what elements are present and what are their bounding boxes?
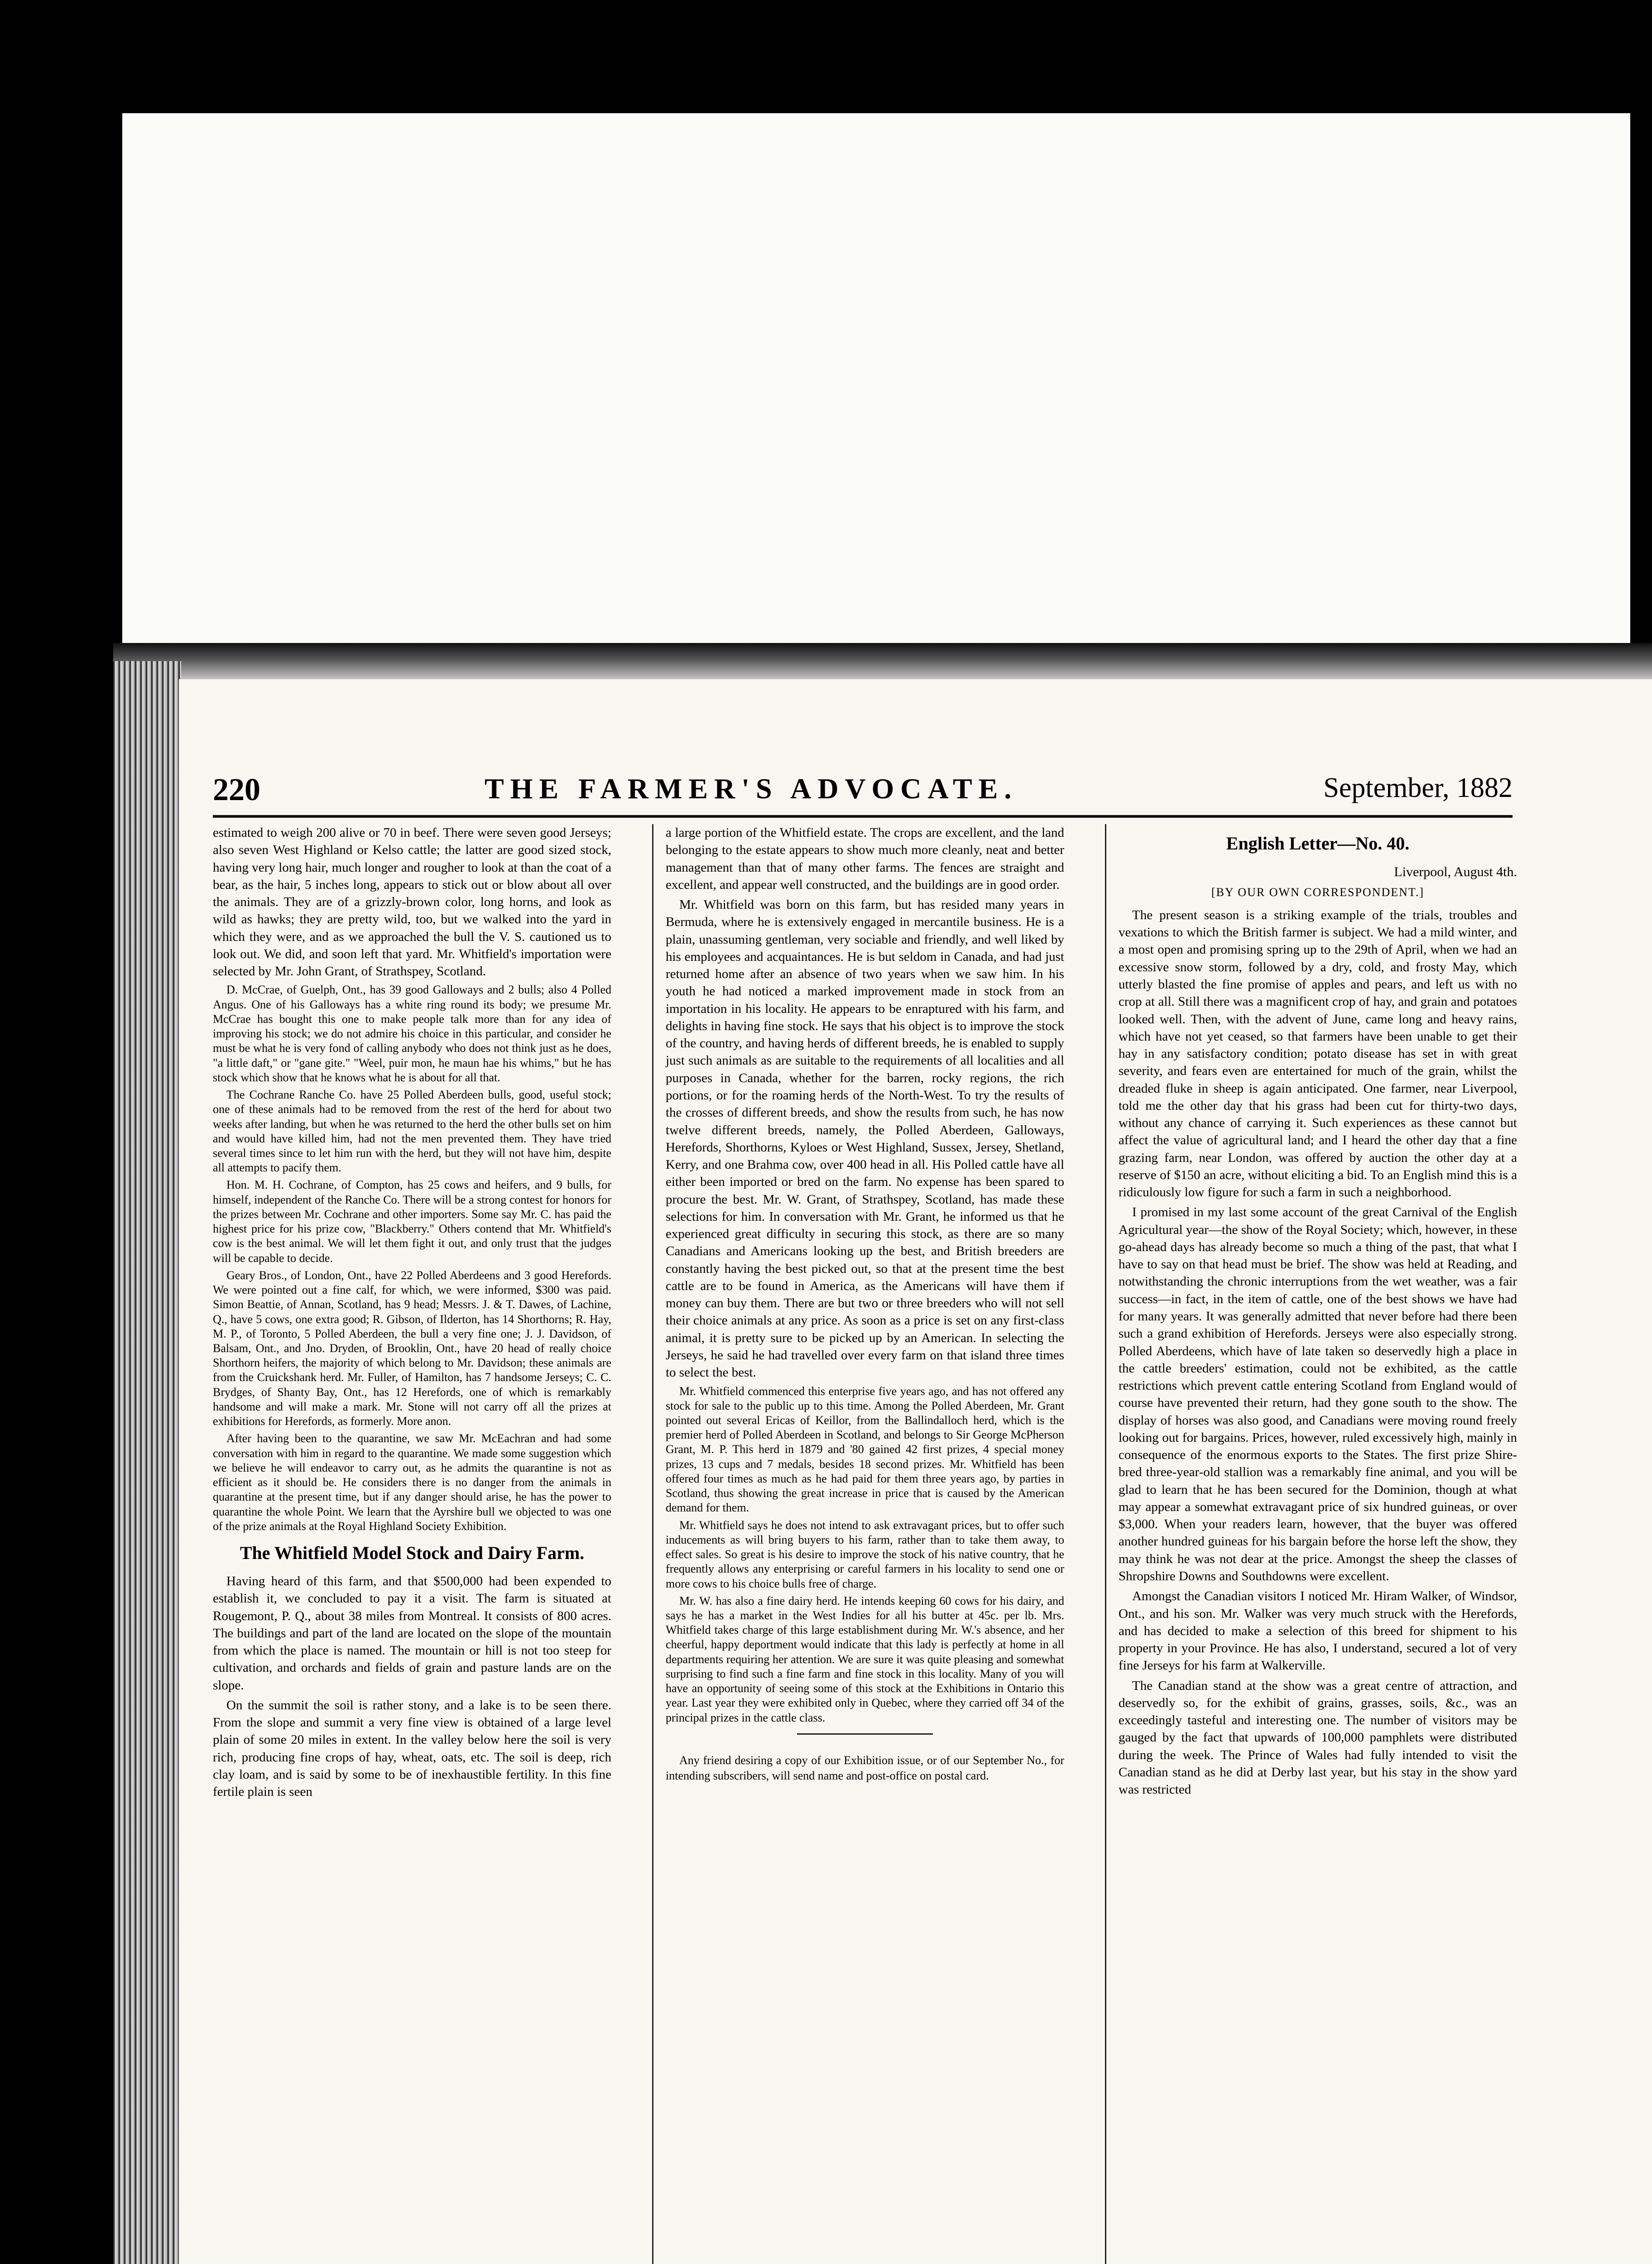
masthead-title: THE FARMER'S ADVOCATE. — [485, 772, 1018, 805]
paragraph: On the summit the soil is rather stony, and a lake is to be seen there. From the slope and summit a very fine view is obtained of a large level plain of some 20 miles in extent. In the valley below here the soil is very rich, producing fine crops of hay, wheat, oats, etc. The soil is deep, rich clay loam, and is said by some to be of inexhaustible fertility. In this fine fertile plain is seen — [213, 1698, 611, 1799]
column-divider — [652, 824, 653, 2264]
column-2 — [666, 824, 1064, 1786]
book-page-edges — [113, 661, 181, 2264]
paragraph: The Cochrane Ranche Co. have 25 Polled Aberdeen bulls, good, useful stock; one of these animals had to be removed from the rest of the herd for about two weeks after landing, but when he was returned to the herd the other bulls set on him and would have killed him, had not the men prevented them. They have tried several times since to let him run with the herd, but they will not have him, despite all attempts to pacify them. — [213, 1088, 611, 1175]
paragraph: Hon. M. H. Cochrane, of Compton, has 25 cows and heifers, and 9 bulls, for himself, independent of the Ranche Co. There will be a strong contest for honors for the prizes between Mr. Cochrane and other importers. Some say Mr. C. has paid the highest price for his prize cow, "Blackberry." Others contend that Mr. Whitfield's cow is the best animal. We will let them fight it out, and only trust that the judges will be capable to decide. — [213, 1178, 611, 1265]
article-heading: The Whitfield Model Stock and Dairy Farm. — [240, 1543, 585, 1564]
paragraph: Mr. Whitfield was born on this farm, but has resided many years in Bermuda, where he is extensively engaged in mercantile business. He is a plain, unassuming gentleman, very sociable and friendly, and well liked by his employees and acquaintances. He is but seldom in Canada, and had just returned home after an absence of two years when we saw him. In his youth he had noticed a marked improvement made in stock from an importation in his locality. He appears to be enraptured with his farm, and delights in having fine stock. He says that his object is to improve the stock of the country, and having herds of different breeds, he is enabled to supply just such animals as are suitable to the requirements of all localities and all purposes in Canada, whether for the barren, rocky regions, the rich portions, or for the roaming herds of the North-West. To try the results of the crosses of different breeds, and show the results from such, he has now twelve different breeds, namely, the Polled Aberdeen, Galloways, Herefords, Shorthorns, Kyloes or West Highland, Sussex, Jersey, Shetland, Kerry, and one Brahma cow, over 400 head in all. His Polled cattle have all either been imported or bred on the farm. No expense has been spared to procure the best. Mr. W. Grant, of Strathspey, Scotland, has made these selections for him. In conversation with Mr. Grant, he informed us that he experienced great difficulty in securing this stock, as there are so many Canadians and Americans looking up the best, and British breeders are constantly having the best picked out, so that at the present time the best cattle are to be found in America, as the Americans will have them if money can buy them. There are but two or three breeders who will not sell their choice animals at any price. As soon as a price is set on any first-class animal, it is pretty sure to be picked up by an American. In selecting the Jerseys, he said he had travelled over every farm on that island three times to select the best. — [666, 897, 1064, 1380]
subscription-notice: Any friend desiring a copy of our Exhibition issue, or of our September No., for intending subscribers, will send name and post-office on postal card. — [666, 1753, 1064, 1782]
paragraph: The present season is a striking example of the trials, troubles and vexations to which the British farmer is subject. We had a mild winter, and a most open and promising spring up to the 29th of April, when we had an excessive snow storm, followed by a dry, cold, and frosty May, which utterly blasted the fine promise of apples and pears, and left us with no crop at all. Still there was a magnificent crop of hay, and grain and potatoes looked well. Then, with the advent of June, came long and heavy rains, which have not yet ceased, so that farmers have been unable to get their hay in any satisfactory condition; potato disease has set in with great severity, and fears even are entertained for much of the grain, whilst the dreaded fluke in sheep is again anticipated. One farmer, near Liverpool, told me the other day that his grass had been cut for thirty-two days, without any chance of carrying it. Such experiences as these cannot but affect the value of agricultural land; and I heard the other day that a fine grazing farm, near London, was offered by auction the other day at a reserve of $150 an acre, without eliciting a bid. To an English mind this is a ridiculously low figure for such a farm in such a neighborhood. — [1119, 907, 1517, 1200]
issue-date: September, 1882 — [1323, 772, 1513, 803]
section-separator — [797, 1733, 933, 1735]
paragraph: D. McCrae, of Guelph, Ont., has 39 good Galloways and 2 bulls; also 4 Polled Angus. One of his Galloways has a white ring round its body; we presume Mr. McCrae has bought this one to make people talk more than for any idea of improving his stock; we do not admire his choice in this particular, and consider he must be what he is very fond of calling anybody who does not think just as he does, "a little daft," or "gane gite." "Weel, puir mon, he maun hae his whims," but he has stock which show that he knows what he is about for all that. — [213, 983, 611, 1084]
article-heading: English Letter—No. 40. — [1226, 833, 1410, 854]
paragraph: Amongst the Canadian visitors I noticed Mr. Hiram Walker, of Windsor, Ont., and his son. Mr. Walker was very much struck with the Herefords, and has decided to make a selection of this breed for shipment to his property in your Province. He has also, I understand, secured a lot of very fine Jerseys for his farm at Walkerville. — [1119, 1589, 1517, 1673]
background-paper-top — [122, 113, 1630, 679]
page-number: 220 — [213, 772, 260, 807]
paragraph: I promised in my last some account of the great Carnival of the English Agricultural year—the show of the Royal Society; which, however, in these go-ahead days has already become so much a thing of the past, that what I have to say on that head must be brief. The show was held at Reading, and notwithstanding the chronic interruptions from the wet weather, was a fair success—in fact, in the item of cattle, one of the best shows we have had for many years. It was generally admitted that never before had there been such a grand exhibition of Herefords. Jerseys were also especially strong. Polled Aberdeens, which have of late taken so deservedly high a place in the cattle breeders' estimation, could not be exhibited, as the cattle restrictions which prevent cattle entering Scotland from England would of course have prevented their return, had they gone south to the show. The display of horses was also good, and Canadians were moving round freely looking out for bargains. Prices, however, ruled excessively high, mainly in consequence of the enormous exports to the States. The first prize Shire-bred three-year-old stallion was a remarkably fine animal, and you will be glad to learn that he has been secured for the Dominion, though at what may appear a somewhat extravagant price of six hundred guineas, or over $3,000. When your readers learn, however, that the buyer was offered another hundred guineas for his bargain before the horse left the show, they may think he was not dear at the price. Amongst the sheep the classes of Shropshire Downs and Southdowns were excellent. — [1119, 1205, 1517, 1583]
column-3 — [1119, 824, 1517, 1801]
page-header — [213, 772, 1513, 822]
paragraph: After having been to the quarantine, we saw Mr. McEachran and had some conversation with him in regard to the quarantine. We made some suggestion which we believe he will endeavor to carry out, as he admits the quarantine is not as efficient as it should be. He considers there is no danger from the animals in quarantine at the present time, but if any danger should arise, he has the power to quarantine the whole Point. We learn that the Ayrshire bull we objected to was one of the prize animals at the Royal Highland Society Exhibition. — [213, 1432, 611, 1533]
paragraph: Geary Bros., of London, Ont., have 22 Polled Aberdeens and 3 good Herefords. We were pointed out a fine calf, for which, we were informed, $300 was paid. Simon Beattie, of Annan, Scotland, has 9 head; Messrs. J. & T. Dawes, of Lachine, Q., have 5 cows, one extra good; R. Gibson, of Ilderton, has 14 Shorthorns; R. Hay, M. P., of Toronto, 5 Polled Aberdeen, the bull a very fine one; J. J. Davidson, of Balsam, Ont., and Jno. Dryden, of Brooklin, Ont., have 20 head of really choice Shorthorn heifers, the majority of which belong to Mr. Davidson; these animals are from the Cruickshank herd. Mr. Fuller, of Hamilton, has 7 handsome Jerseys; C. C. Brydges, of Shanty Bay, Ont., has 12 Herefords, one of which is remarkably handsome and will make a mark. Mr. Stone will not carry off all the prizes at exhibitions for Herefords, as formerly. More anon. — [213, 1268, 611, 1428]
byline: [BY OUR OWN CORRESPONDENT.] — [1211, 885, 1424, 899]
paragraph: The Canadian stand at the show was a great centre of attraction, and deservedly so, for the exhibit of grains, grasses, soils, &c., was an exceedingly tasteful and interesting one. The number of visitors may be gauged by the fact that upwards of 100,000 pamphlets were distributed during the week. The Prince of Wales had fully intended to visit the Canadian stand as he did at Derby last year, but his stay in the show yard was restricted — [1119, 1678, 1517, 1797]
paragraph: estimated to weigh 200 alive or 70 in beef. There were seven good Jerseys; also seven West Highland or Kelso cattle; the latter are good sized stock, having very long hair, much longer and rougher to look at than the coat of a bear, as the hair, 5 inches long, appears to stick out or blow about all over the animals. They are of a grizzly-brown color, long horns, and look as wild as hawks; they are pretty wild, too, but we walked into the yard in which they were, and as we approached the bull the V. S. cautioned us to look out. We did, and soon left that yard. Mr. Whitfield's importation were selected by Mr. John Grant, of Strathspey, Scotland. — [213, 825, 611, 979]
dateline: Liverpool, August 4th. — [1394, 864, 1517, 879]
paragraph: Mr. Whitfield says he does not intend to ask extravagant prices, but to offer such inducements as will bring buyers to his farm, rather than to take them away, to effect sales. So great is his desire to improve the stock of his native country, that he frequently allows any enterprising or careful farmers in his locality to send one or more cows to his choice bulls free of charge. — [666, 1518, 1064, 1590]
column-1 — [213, 824, 611, 1804]
paragraph: Having heard of this farm, and that $500,000 had been expended to establish it, we concluded to pay it a visit. The farm is situated at Rougemont, P. Q., about 38 miles from Montreal. It consists of 800 acres. The buildings and part of the land are located on the slope of the mountain from which the place is named. The mountain or hill is not too steep for cultivation, and orchards and fields of grain and pasture lands are on the slope. — [213, 1574, 611, 1693]
book-edge-shadow — [113, 643, 1652, 684]
paragraph: a large portion of the Whitfield estate. The crops are excellent, and the land belonging to the estate appears to show much more cleanly, neat and better management than that of many other farms. The fences are straight and excellent, and appear well constructed, and the buildings are in good order. — [666, 825, 1064, 892]
header-rule — [213, 815, 1513, 818]
paragraph: Mr. Whitfield commenced this enterprise five years ago, and has not offered any stock for sale to the public up to this time. Among the Polled Aberdeen, Mr. Grant pointed out several Ericas of Keillor, from the Ballindalloch herd, which is the premier herd of Polled Aberdeen in Scotland, and belongs to Sir George McPherson Grant, M. P. This herd in 1879 and '80 gained 42 first prizes, 4 special money prizes, 13 cups and 7 medals, besides 18 second prizes. Mr. Whitfield has been offered four times as much as he had paid for them three years ago, by parties in Scotland, thus showing the great increase in price that is caused by the American demand for them. — [666, 1384, 1064, 1515]
paragraph: Mr. W. has also a fine dairy herd. He intends keeping 60 cows for his dairy, and says he has a market in the West Indies for all his butter at 45c. per lb. Mrs. Whitfield takes charge of this large establishment during Mr. W.'s absence, and her cheerful, happy deportment would indicate that this lady is perfectly at home in all departments requiring her attention. We are sure it was quite pleasing and somewhat surprising to find such a fine farm and fine stock in this locality. Many of you will have an opportunity of seeing some of this stock at the Exhibitions in Ontario this year. Last year they were exhibited only in Quebec, where they carried off 34 of the principal prizes in the cattle class. — [666, 1594, 1064, 1724]
column-divider — [1105, 824, 1106, 2264]
